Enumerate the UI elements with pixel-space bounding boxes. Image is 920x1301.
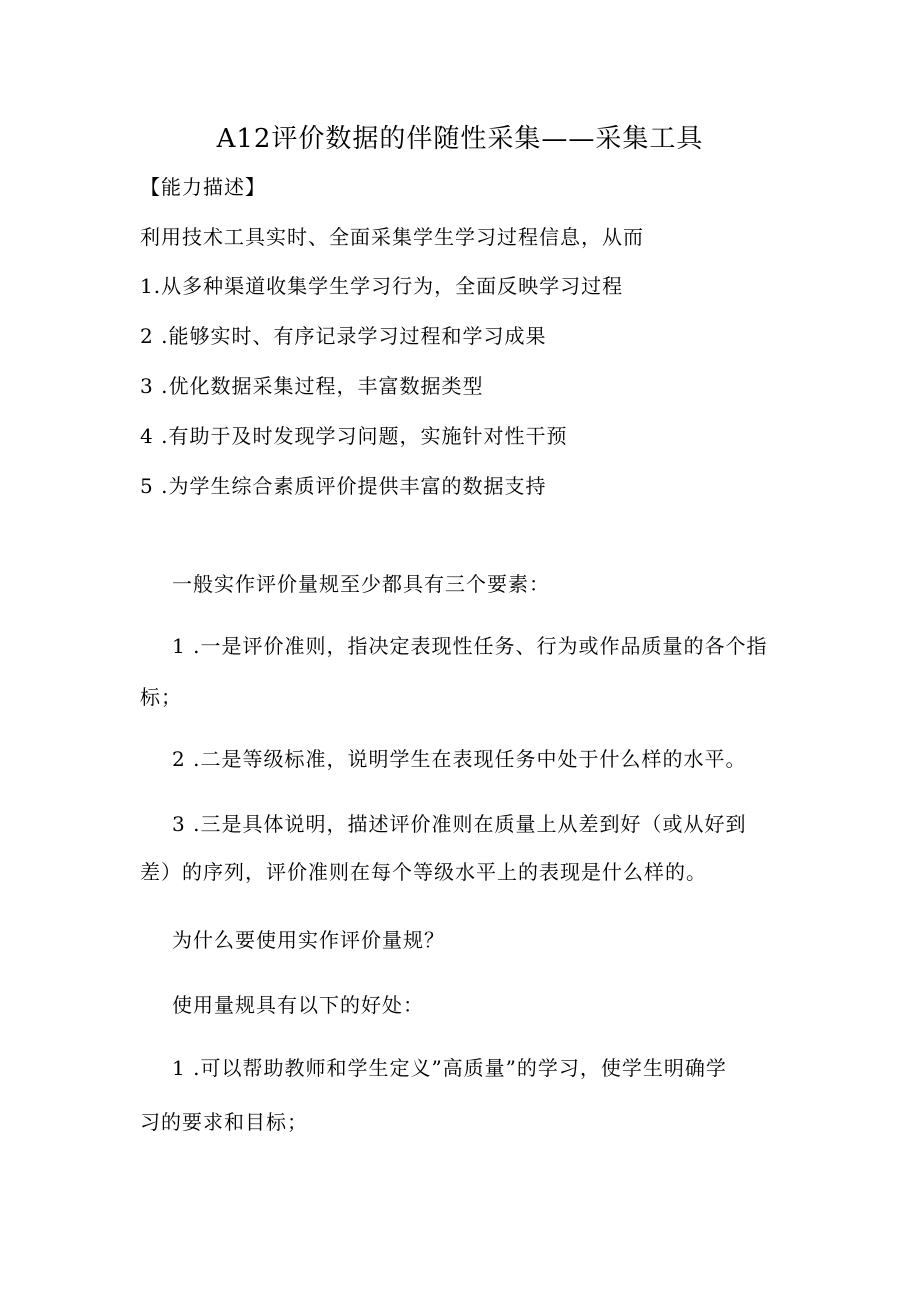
rubric-element-3-line-2: 差）的序列，评价准则在每个等级水平上的表现是什么样的。: [140, 860, 707, 884]
ability-item-5: 5 .为学生综合素质评价提供丰富的数据支持: [140, 474, 547, 498]
benefit-item-1-line-1: 1 .可以帮助教师和学生定义”高质量”的学习，使学生明确学: [172, 1056, 727, 1080]
ability-item-4: 4 .有助于及时发现学习问题，实施针对性干预: [140, 424, 568, 448]
rubric-element-1-line-2: 标；: [140, 685, 182, 709]
document-title: A12评价数据的伴随性采集——采集工具: [216, 124, 704, 154]
benefit-item-1-line-2: 习的要求和目标；: [140, 1110, 308, 1134]
intro-paragraph: 利用技术工具实时、全面采集学生学习过程信息，从而: [140, 225, 644, 249]
ability-item-3: 3 .优化数据采集过程，丰富数据类型: [140, 374, 484, 398]
question-paragraph: 为什么要使用实作评价量规？: [172, 928, 445, 952]
section-heading: 【能力描述】: [140, 175, 266, 199]
ability-item-1: 1.从多种渠道收集学生学习行为，全面反映学习过程: [140, 274, 624, 298]
rubric-element-1-line-1: 1 .一是评价准则，指决定表现性任务、行为或作品质量的各个指: [172, 634, 768, 658]
rubric-intro-paragraph: 一般实作评价量规至少都具有三个要素：: [172, 572, 550, 596]
rubric-element-3-line-1: 3 .三是具体说明，描述评价准则在质量上从差到好（或从好到: [172, 812, 747, 836]
rubric-element-2-line-1: 2 .二是等级标准，说明学生在表现任务中处于什么样的水平。: [172, 747, 747, 771]
ability-item-2: 2 .能够实时、有序记录学习过程和学习成果: [140, 324, 547, 348]
benefits-intro-paragraph: 使用量规具有以下的好处：: [172, 993, 424, 1017]
